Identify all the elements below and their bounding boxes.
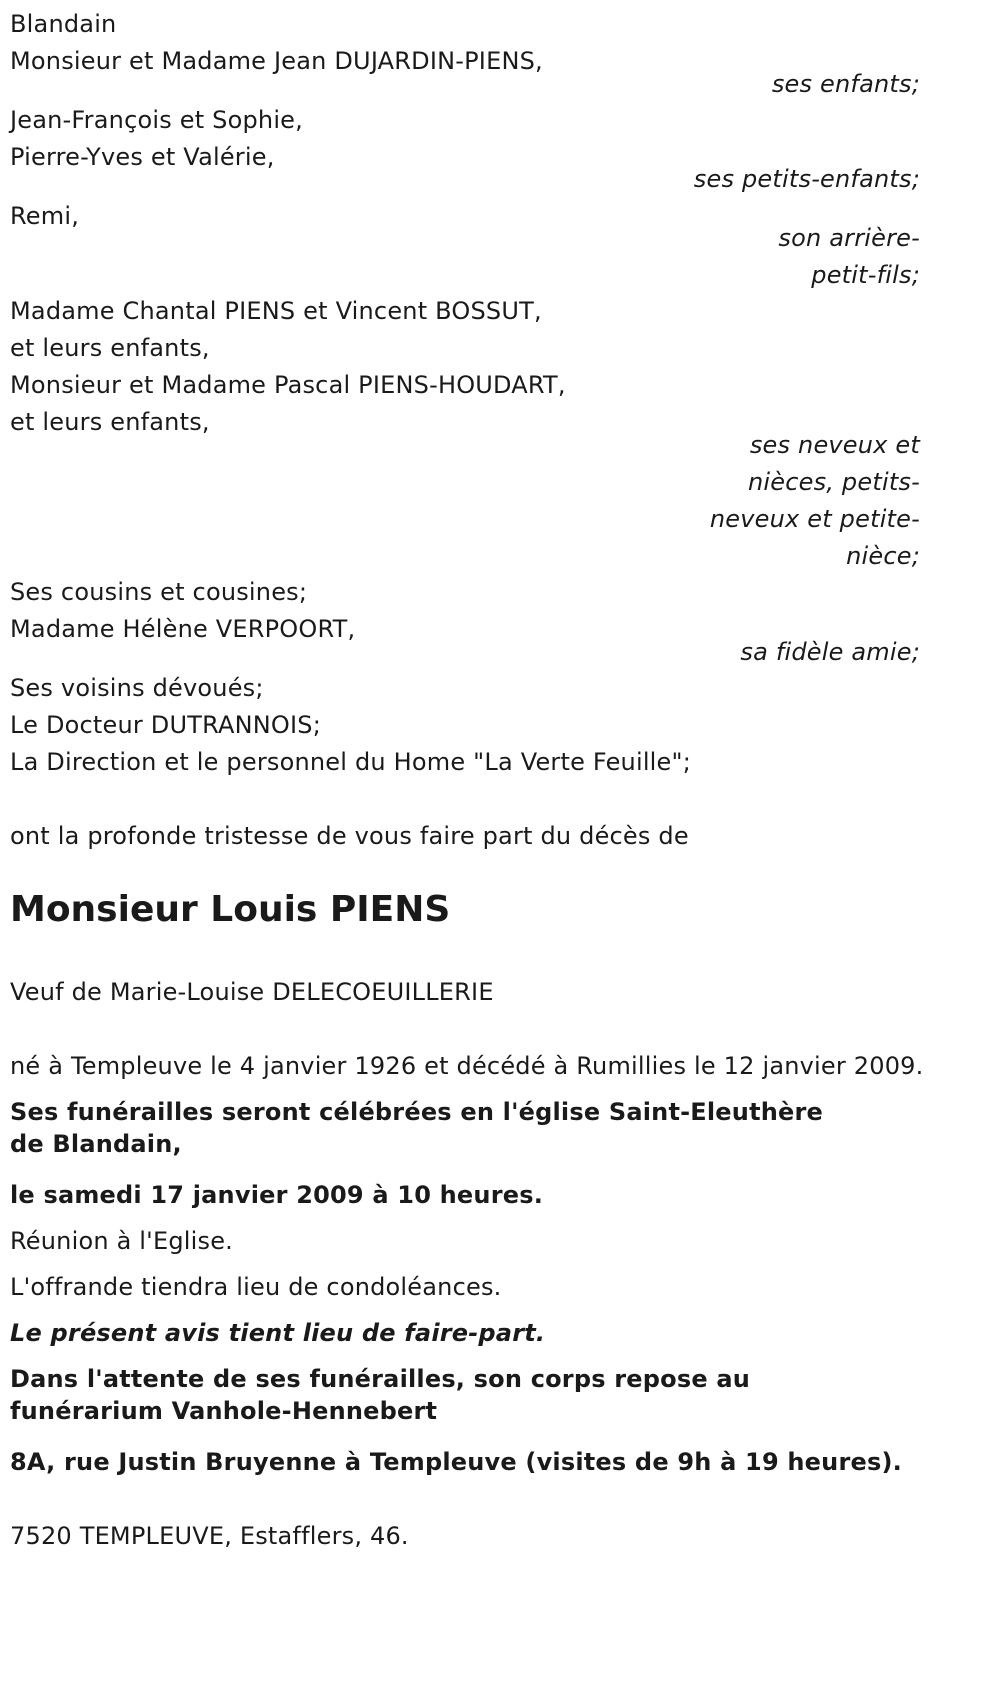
funeral-date: le samedi 17 janvier 2009 à 10 heures. bbox=[10, 1181, 544, 1209]
family-line-direction: La Direction et le personnel du Home "La Verte Feuille"; bbox=[10, 748, 692, 776]
relation-petits-enfants: ses petits-enfants; bbox=[693, 165, 920, 193]
family-line-remi: Remi, bbox=[10, 202, 80, 230]
family-address: 7520 TEMPLEUVE, Estafflers, 46. bbox=[10, 1522, 409, 1550]
family-line-cousins: Ses cousins et cousines; bbox=[10, 578, 308, 606]
relation-enfants: ses enfants; bbox=[771, 70, 920, 98]
relation-arriere-petit-fils-1: son arrière- bbox=[778, 224, 920, 252]
deceased-name: Monsieur Louis PIENS bbox=[10, 889, 451, 930]
funerarium-address: 8A, rue Justin Bruyenne à Templeuve (visites de 9h à 19 heures). bbox=[10, 1448, 902, 1476]
family-line-pascal: Monsieur et Madame Pascal PIENS-HOUDART, bbox=[10, 371, 566, 399]
family-line-blandain: Blandain bbox=[10, 10, 117, 38]
reunion-line: Réunion à l'Eglise. bbox=[10, 1227, 234, 1255]
relation-neveux-1: ses neveux et bbox=[749, 431, 920, 459]
relation-neveux-3: neveux et petite- bbox=[709, 505, 920, 533]
widow-line: Veuf de Marie-Louise DELECOEUILLERIE bbox=[10, 978, 494, 1006]
family-line-leurs-enfants-2: et leurs enfants, bbox=[10, 408, 210, 436]
family-line-jean-francois: Jean-François et Sophie, bbox=[10, 106, 303, 134]
relation-neveux-4: nièce; bbox=[846, 542, 920, 570]
family-line-pierre-yves: Pierre-Yves et Valérie, bbox=[10, 143, 275, 171]
avis-line: Le présent avis tient lieu de faire-part. bbox=[10, 1319, 546, 1347]
family-line-voisins: Ses voisins dévoués; bbox=[10, 674, 264, 702]
family-line-leurs-enfants-1: et leurs enfants, bbox=[10, 334, 210, 362]
family-line-chantal: Madame Chantal PIENS et Vincent BOSSUT, bbox=[10, 297, 542, 325]
offrande-line: L'offrande tiendra lieu de condoléances. bbox=[10, 1273, 502, 1301]
family-line-helene: Madame Hélène VERPOORT, bbox=[10, 615, 356, 643]
funeral-place: Ses funérailles seront célébrées en l'église Saint-Eleuthère de Blandain, bbox=[10, 1098, 824, 1158]
relation-arriere-petit-fils-2: petit-fils; bbox=[811, 261, 920, 289]
family-line-dujardin: Monsieur et Madame Jean DUJARDIN-PIENS, bbox=[10, 47, 543, 75]
announcement-intro: ont la profonde tristesse de vous faire part du décès de bbox=[10, 822, 689, 850]
relation-neveux-2: nièces, petits- bbox=[747, 468, 920, 496]
repose-line: Dans l'attente de ses funérailles, son corps repose au funérarium Vanhole-Hennebert bbox=[10, 1365, 751, 1425]
relation-fidele-amie: sa fidèle amie; bbox=[740, 638, 920, 666]
birth-death-line: né à Templeuve le 4 janvier 1926 et décédé à Rumillies le 12 janvier 2009. bbox=[10, 1052, 924, 1080]
family-line-docteur: Le Docteur DUTRANNOIS; bbox=[10, 711, 322, 739]
